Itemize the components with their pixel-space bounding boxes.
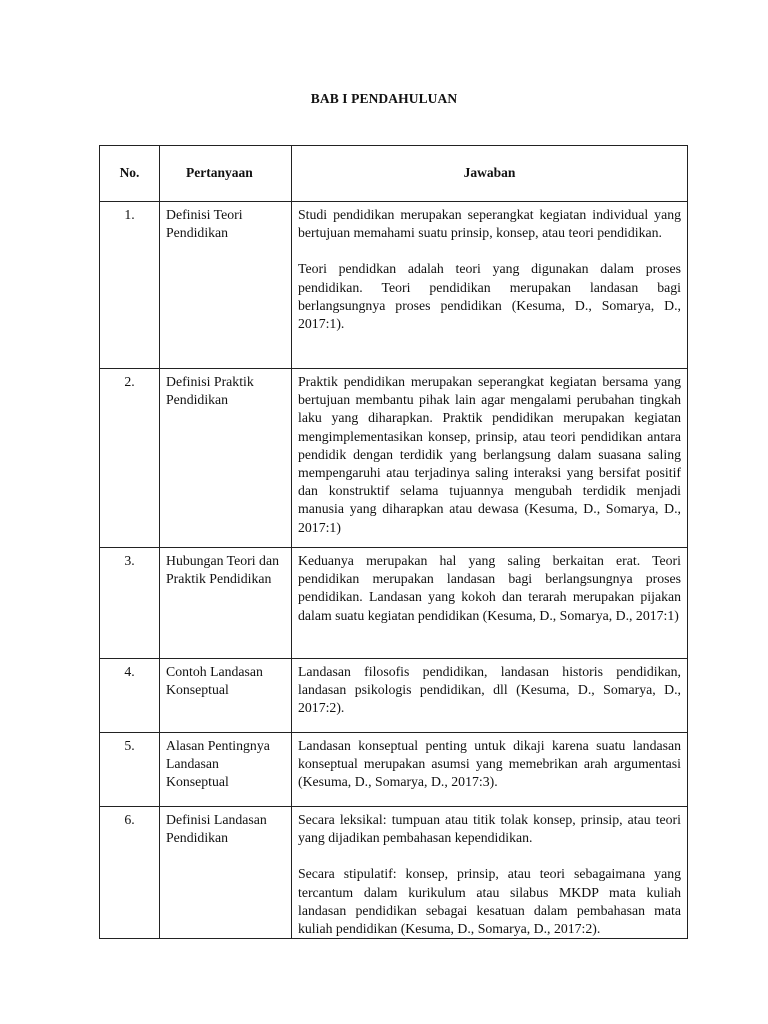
row-answer <box>292 548 688 659</box>
page-title: BAB I PENDAHULUAN <box>310 91 458 106</box>
row-answer <box>292 659 688 733</box>
answer-paragraph: Praktik pendidikan merupakan seperangkat kegiatan bersama yang bertujuan membantu pihak lain agar mengalami perubahan tingkah laku yang diharapkan. Praktik pendidikan merupakan kegiatan mengimplementasikan konsep, prinsip, atau teori pendidikan antara pendidik dengan terdidik yang berlangsung dalam suasana saling mempengaruhi atau terjadinya saling interaksi yang bersifat positif dan konstruktif selama tujuannya mengubah terdidik menjadi manusia yang diharapkan atau dewasa (Kesuma, D., Somarya, D., 2017:1) <box>298 374 681 535</box>
answer-paragraph: Keduanya merupakan hal yang saling berkaitan erat. Teori pendidikan merupakan landasan bagi berlangsungnya proses pendidikan. Landasan yang kokoh dan terarah merupakan pijakan dalam suatu kegiatan pendidikan (Kesuma, D., Somarya, D., 2017:1) <box>298 553 681 623</box>
row-answer <box>292 807 688 939</box>
row-answer <box>292 369 688 548</box>
row-question: Definisi Teori Pendidikan <box>160 202 292 369</box>
row-question: Definisi Landasan Pendidikan <box>160 807 292 939</box>
header-no: No. <box>100 146 160 202</box>
row-number: 4. <box>100 659 160 733</box>
row-answer <box>292 733 688 807</box>
table-row <box>100 807 688 939</box>
row-question: Alasan Pentingnya Landasan Konseptual <box>160 733 292 807</box>
row-number: 1. <box>100 202 160 369</box>
header-pertanyaan: Pertanyaan <box>160 146 292 202</box>
answer-paragraph: Studi pendidikan merupakan seperangkat kegiatan individual yang bertujuan memahami suatu prinsip, konsep, atau teori pendidikan. <box>298 207 681 241</box>
row-question: Definisi Praktik Pendidikan <box>160 369 292 548</box>
table-row <box>100 548 688 659</box>
table-row <box>100 733 688 807</box>
qa-table <box>99 145 688 939</box>
answer-paragraph: Teori pendidkan adalah teori yang digunakan dalam proses pendidikan. Teori pendidikan merupakan landasan bagi berlangsungnya proses pendidikan (Kesuma, D., Somarya, D., 2017:1). <box>298 261 681 332</box>
answer-paragraph: Landasan filosofis pendidikan, landasan historis pendidikan, landasan psikologis pendidikan, dll (Kesuma, D., Somarya, D., 2017:2). <box>298 664 681 716</box>
header-jawaban: Jawaban <box>292 146 688 202</box>
table-row <box>100 659 688 733</box>
table-row <box>100 202 688 369</box>
row-number: 5. <box>100 733 160 807</box>
table-row <box>100 369 688 548</box>
row-number: 6. <box>100 807 160 939</box>
answer-paragraph: Landasan konseptual penting untuk dikaji karena suatu landasan konseptual merupakan asumsi yang memebrikan arah argumentasi (Kesuma, D., Somarya, D., 2017:3). <box>298 738 681 790</box>
row-answer <box>292 202 688 369</box>
row-number: 2. <box>100 369 160 548</box>
row-number: 3. <box>100 548 160 659</box>
answer-paragraph: Secara leksikal: tumpuan atau titik tolak konsep, prinsip, atau teori yang dijadikan pembahasan kependidikan. <box>298 812 681 846</box>
table-header-row <box>100 146 688 202</box>
row-question: Contoh Landasan Konseptual <box>160 659 292 733</box>
row-question: Hubungan Teori dan Praktik Pendidikan <box>160 548 292 659</box>
answer-paragraph: Secara stipulatif: konsep, prinsip, atau teori sebagaimana yang tercantum dalam kurikulum atau silabus MKDP mata kuliah landasan pendidikan sebagai kesatuan dalam pembahasan mata kuliah pendidikan (Kesuma, D., Somarya, D., 2017:2). <box>298 866 681 937</box>
